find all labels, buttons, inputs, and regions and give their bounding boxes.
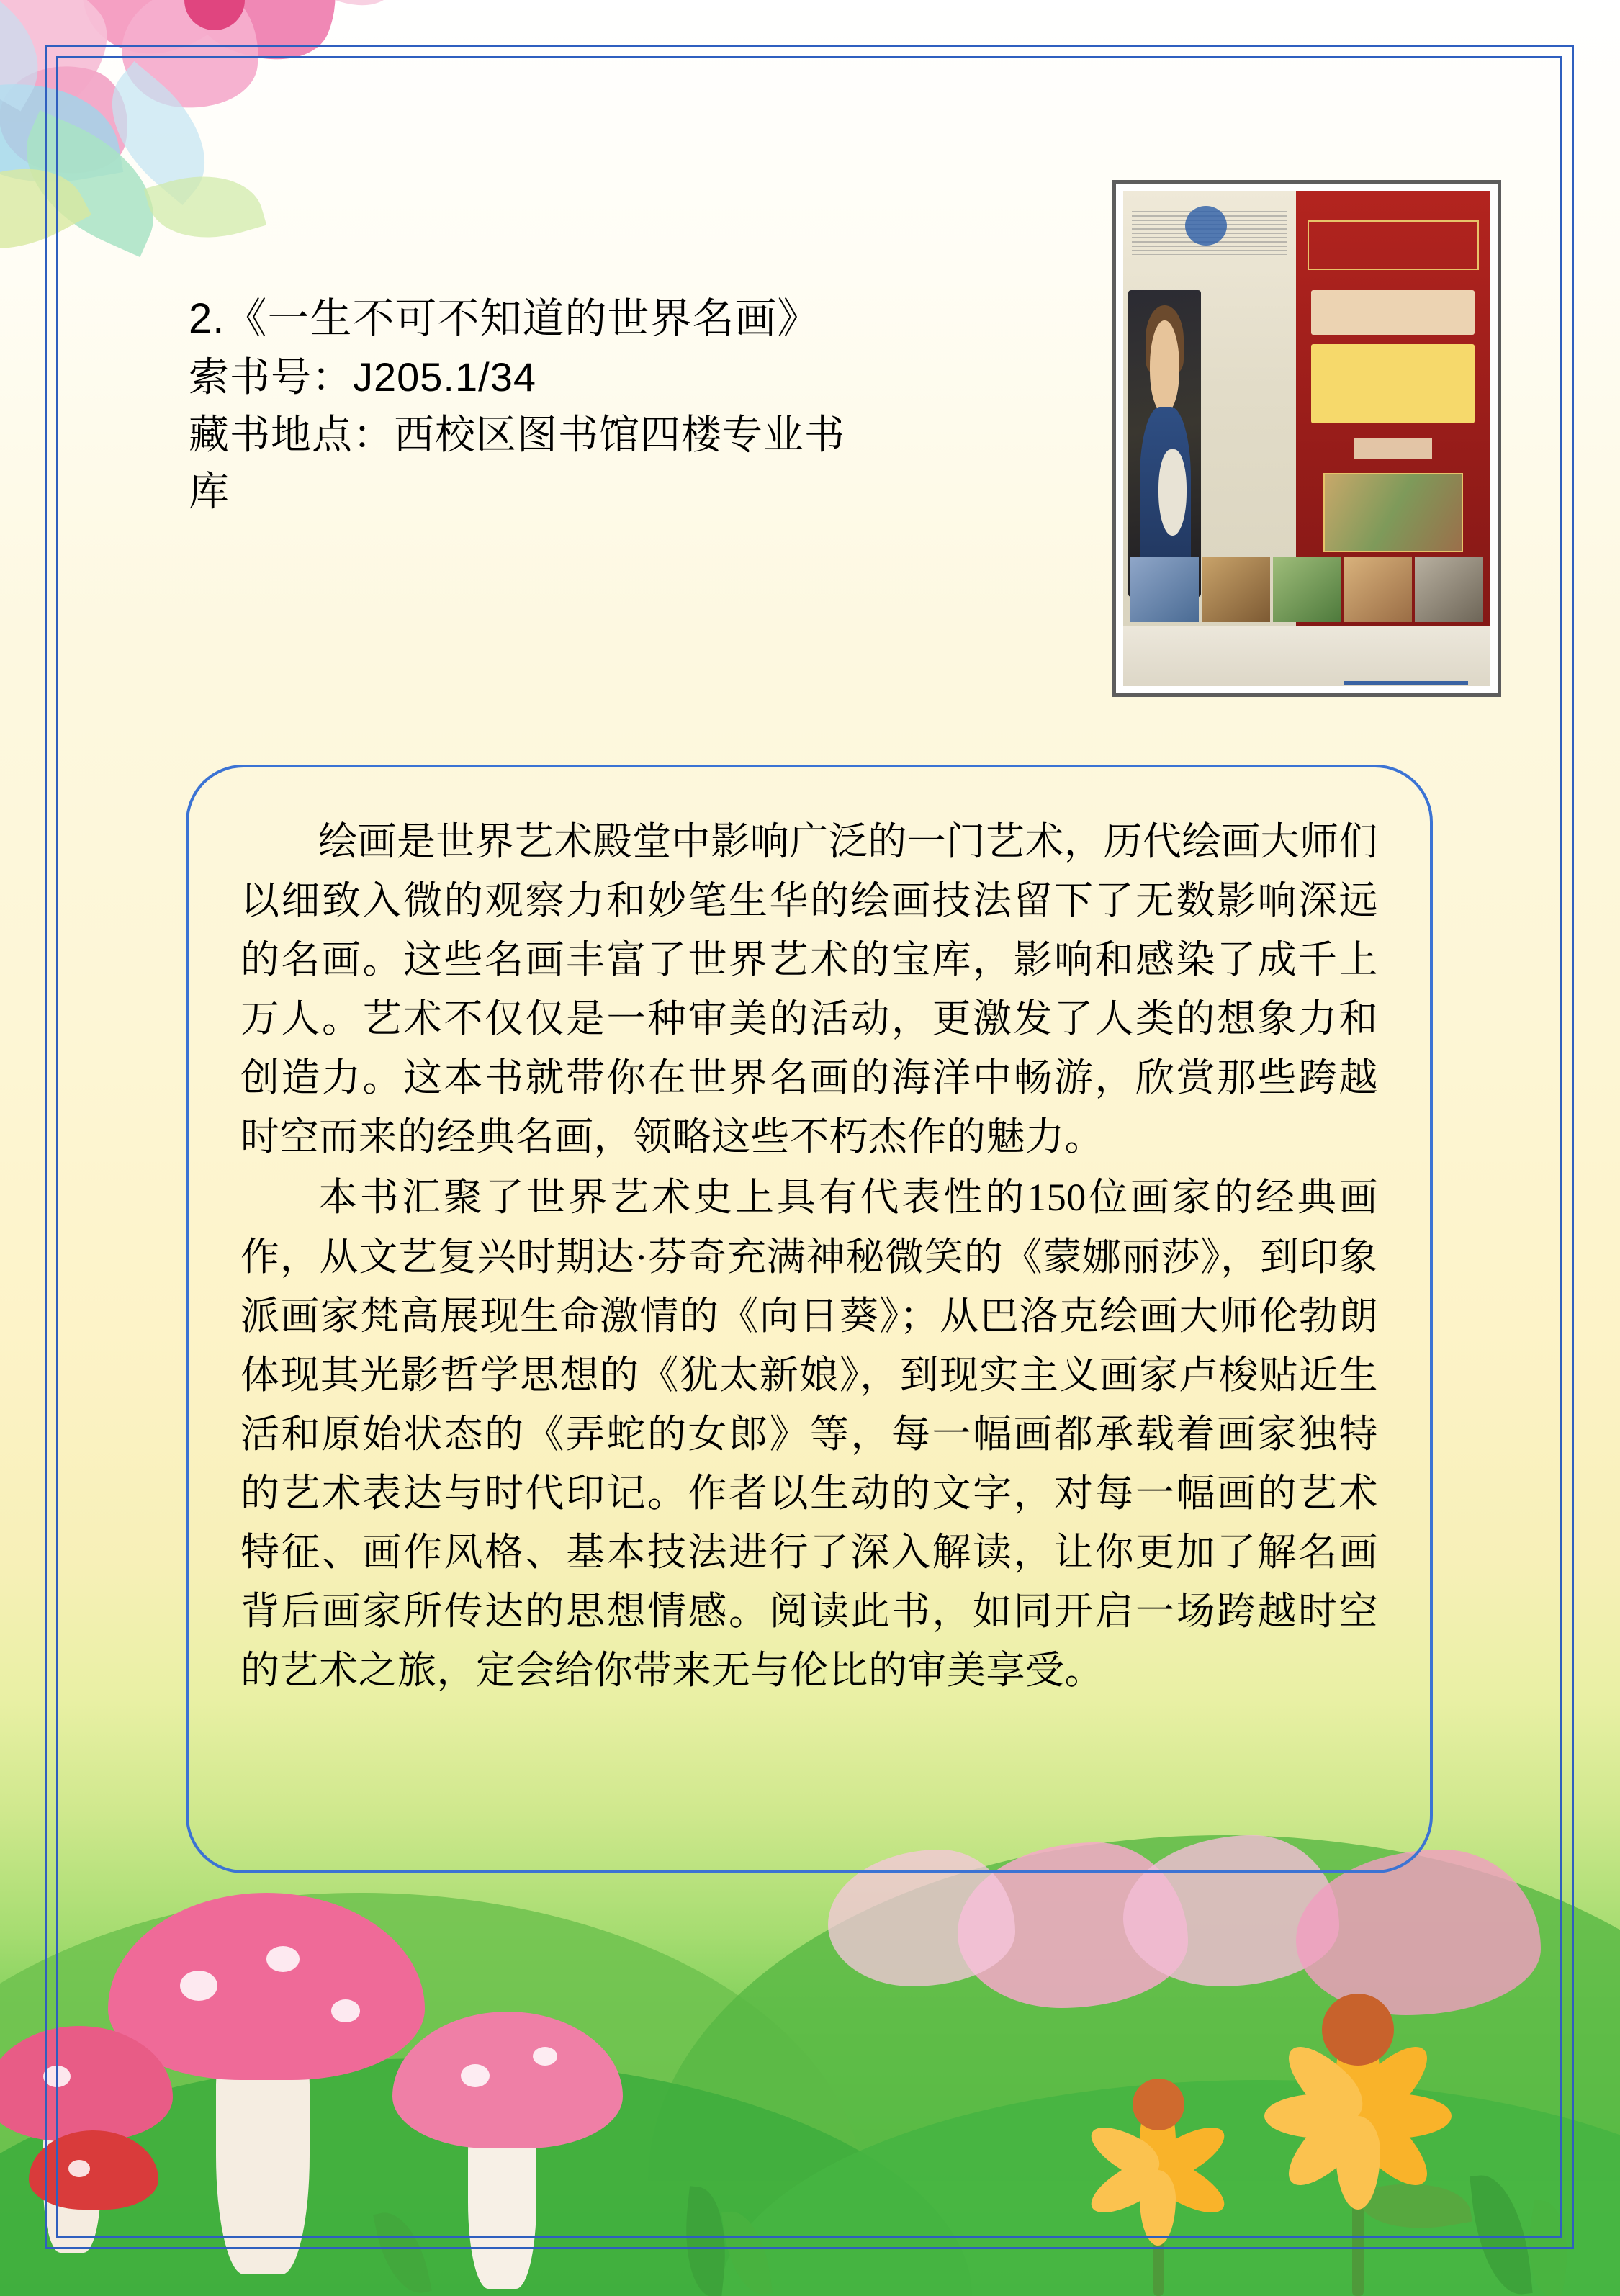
description-paragraph-1: 绘画是世界艺术殿堂中影响广泛的一门艺术，历代绘画大师们以细致入微的观察力和妙笔生华的绘画技法留下了无数影响深远的名画。这些名画丰富了世界艺术的宝库，影响和感染了成千上万人。艺术不仅仅是一种审美的活动，更激发了人类的想象力和创造力。这本书就带你在世界名画的海洋中畅游，欣赏那些跨越时空而来的经典名画，领略这些不朽杰作的魅力。 — [240, 820, 1378, 1159]
cover-thumbnail-strip — [1130, 557, 1483, 621]
portrait-face — [1150, 320, 1179, 413]
book-cover-image — [1112, 180, 1501, 697]
cover-thumb — [1202, 557, 1270, 621]
book-title-line: 2.《一生不可不知道的世界名画》 — [189, 295, 820, 342]
cover-thumb — [1344, 557, 1412, 621]
cover-thumb — [1273, 557, 1341, 621]
book-heading — [189, 289, 959, 521]
cover-title-band — [1308, 220, 1479, 270]
cover-author-line — [1354, 438, 1432, 459]
portrait-ermine — [1158, 449, 1186, 535]
book-cover-photo — [1123, 191, 1490, 686]
call-number-line: 索书号：J205.1/34 — [189, 354, 536, 400]
cover-artwork-thumb — [1323, 473, 1464, 552]
cover-title-main — [1311, 344, 1475, 423]
cover-back-badge — [1185, 206, 1227, 246]
cover-footer — [1123, 626, 1490, 686]
description-paragraph-2: 本书汇聚了世界艺术史上具有代表性的150位画家的经典画作，从文艺复兴时期达·芬奇充满神秘微笑的《蒙娜丽莎》，到印象派画家梵高展现生命激情的《向日葵》；从巴洛克绘画大师伦勃朗体现其光影哲学思想的《犹太新娘》，到现实主义画家卢梭贴近生活和原始状态的《弄蛇的女郎》等，每一幅画都承载着画家独特的艺术表达与时代印记。作者以生动的文字，对每一幅画的艺术特征、画作风格、基本技法进行了深入解读，让你更加了解名画背后画家所传达的思想情感。阅读此书，如同开启一场跨越时空的艺术之旅，定会给你带来无与伦比的审美享受。 — [240, 1176, 1378, 1693]
cover-thumb — [1415, 557, 1483, 621]
description-box — [186, 765, 1433, 1873]
location-line: 藏书地点：西校区图书馆四楼专业书 — [189, 411, 845, 457]
cover-title-secondary — [1311, 290, 1475, 335]
cover-thumb — [1130, 557, 1199, 621]
cover-portrait-painting — [1128, 290, 1201, 598]
location-line-continued: 库 — [189, 469, 230, 515]
publisher-logo — [1344, 681, 1468, 685]
